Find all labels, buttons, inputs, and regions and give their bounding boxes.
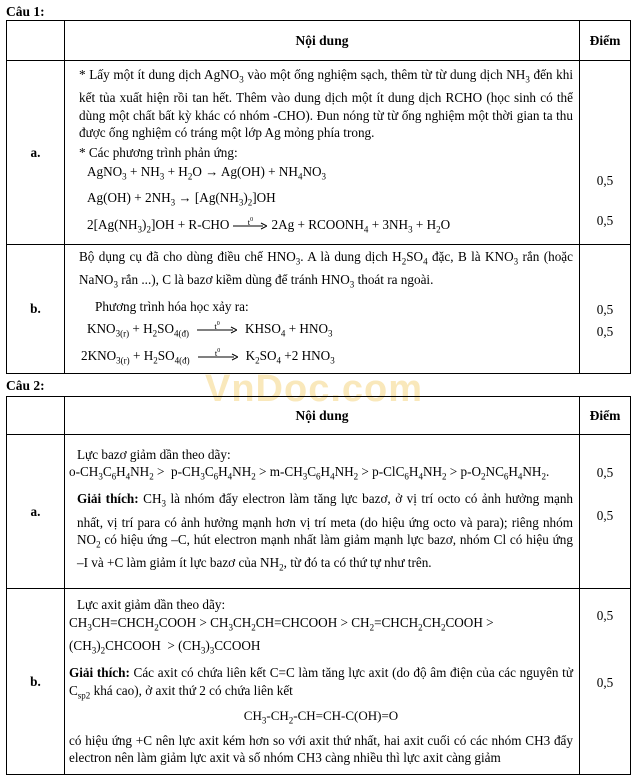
q2-content-header: Nội dung [65, 397, 580, 435]
q2b-label: b. [7, 589, 65, 775]
q1a-equation-2: $Ag(OH) + 2NH_3 \to [Ag(NH_3)_2]OH$ [87, 189, 276, 208]
q2b-sequence: $CH_3CH=CHCH_2COOH$ > $CH_3CH_2CH=CHCOOH$ > $CH_2=CHCH_2CH_2COOH$ > $(CH_3)_2CHCOOH$ > $(CH_3)_3CCOOH$ [69, 614, 494, 656]
q2-score-header: Điểm [580, 397, 631, 435]
q2a-explanation: Giải thích: $CH_3$ là nhóm đẩy electron làm tăng lực bazơ, ở vị trí octo có ảnh hưởng mạnh nhất, vị trí para có ảnh hưởng mạnh hơn vị trí meta (do hiệu ứng octo và para); riêng nhóm $NO_2$ có hiệu ứng –C, hút electron mạnh nhất làm giảm mạnh lực bazơ, nhóm Cl có hiệu ứng –I và +C làm giảm ít lực bazơ của $NH_2$, từ đó ta có thứ tự như trên. [77, 491, 574, 573]
q1b-label: b. [7, 245, 65, 374]
q2a-label: a. [7, 435, 65, 589]
q1a-reactions-heading: * Các phương trình phản ứng: [79, 144, 238, 160]
q1-title: Câu 1: [6, 4, 45, 19]
q2b-structure: $CH_3-CH_2-CH=CH-C(OH)=O$ [243, 707, 399, 726]
q1a-equation-1: AgNO$_3$ + $NH_3 + H_2O \to Ag(OH) + NH_4NO_3$ [87, 164, 326, 182]
q2a-score-1: 0,5 [596, 465, 614, 480]
q2a-intro: Lực bazơ giảm dần theo dãy: [77, 446, 231, 462]
q1b-equation-2: $2KNO_{3(r)} + H_2SO_{4(đ)}$ $t^0$ $K_2SO_4 +2$ $HNO_3$ [81, 347, 335, 366]
q1b-equation-1: $KNO_{3(r)} + H_2SO_{4(đ)}$ $t^0$ $KHSO_4 + HNO_3$ [87, 320, 333, 339]
q2b-intro: Lực axit giảm dần theo dãy: [77, 597, 226, 613]
q2-table [6, 396, 631, 775]
q1b-score-1: 0,5 [596, 302, 614, 318]
q1a-label: a. [7, 61, 65, 245]
q1b-equation-heading: Phương trình hóa học xảy ra: [95, 299, 249, 315]
q2b-explanation: Giải thích: Các axit có chứa liên kết C=C làm tăng lực axit (do độ âm điện của các nguyên tử $C_{sp2}$ khá cao), ở axit thứ 2 có chứa liên kết [69, 665, 573, 701]
q1a-equation-3: $2[Ag(NH_3)_2]OH + R-CHO$ $t^0$ $2Ag + RCOONH_4 + 3NH_3 + H_2O$ [87, 216, 451, 235]
q2a-score-2: 0,5 [596, 508, 614, 523]
q2a-sequence: $o-CH_3C_6H_4NH_2 > p-CH_3C_6H_4NH_2 > m-CH_3C_6H_4NH_2 > p-ClC_6H_4NH_2 > p-O_2NC_6H_4NH_2$. [69, 464, 550, 482]
q1-score-header: Điểm [580, 21, 631, 61]
q2-title: Câu 2: [6, 378, 45, 393]
q1b-paragraph: Bộ dụng cụ đã cho dùng điều chế $HNO_3$. A là dung dịch $H_2SO_4$ đặc, B là $KNO_3$ rắn (hoặc NaNO$_3$ rắn ...), C là bazơ kiềm dùng để tránh $HNO_3$ thoát ra ngoài. [79, 249, 574, 290]
q1-content-header: Nội dung [65, 21, 580, 61]
q2b-score-2: 0,5 [596, 675, 614, 690]
q2b-conclusion: có hiệu ứng +C nên lực axit kém hơn so với axit thứ nhất, hai axit cuối có các nhóm CH3 đẩy electron nên làm giảm lực axit và số nhóm CH3 càng nhiều thì lực axit càng giảm [69, 732, 573, 766]
q1-table [6, 20, 631, 374]
heat-arrow-icon: $t^0$ [233, 222, 267, 230]
q2b-score-1: 0,5 [596, 608, 614, 623]
q1a-score-1: 0,5 [596, 173, 614, 188]
watermark-logo: VnDoc.com [205, 368, 424, 410]
heat-arrow-icon: $t^0$ [197, 326, 237, 334]
q1a-paragraph: * Lấy một ít dung dịch AgNO$_3$ vào một ống nghiệm sạch, thêm từ từ dung dịch $NH_3$ đến khi kết tủa xuất hiện rồi tan hết. Thêm vào dung dịch một ít dung dịch RCHO (học sinh có thể dùng một chất bất kỳ khác có nhóm -CHO). Đun nóng từ từ ống nghiệm một thời gian ta thu được ống nghiệm có tráng một lớp Ag mỏng phía trong. [79, 67, 573, 141]
q1a-score-2: 0,5 [596, 213, 614, 228]
heat-arrow-icon: $t^0$ [198, 353, 238, 361]
q1b-score-2: 0,5 [596, 324, 614, 340]
